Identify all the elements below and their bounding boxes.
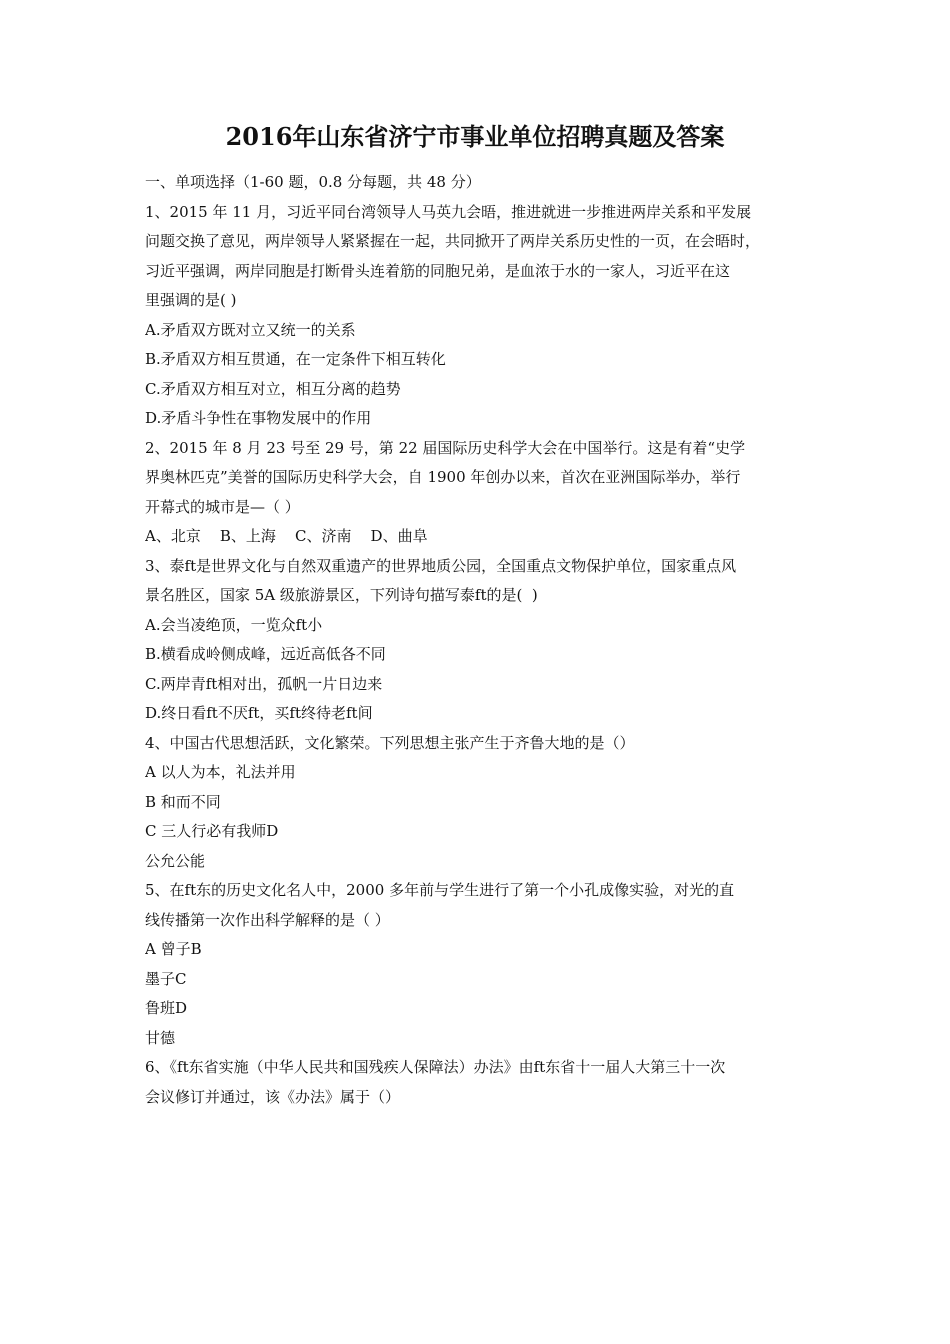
question-1-option-b: B.矛盾双方相互贯通，在一定条件下相互转化	[145, 350, 446, 368]
question-1-text: 问题交换了意见，两岸领导人紧紧握在一起，共同掀开了两岸关系历史性的一页，在会晤时，	[145, 232, 761, 250]
question-5-option-b: 墨子C	[145, 969, 187, 988]
question-1-option-a: A.矛盾双方既对立又统一的关系	[145, 320, 356, 339]
question-3-text: 景名胜区，国家 5A 级旅游景区，下列诗句描写泰ft的是( )	[145, 586, 538, 604]
question-4-text: 4、中国古代思想活跃，文化繁荣。下列思想主张产生于齐鲁大地的是（）	[145, 733, 635, 752]
question-5-option-d: 甘德	[145, 1028, 176, 1047]
document-body	[145, 168, 815, 1112]
question-3-option-d: D.终日看ft不厌ft，买ft终待老ft间	[145, 704, 373, 722]
question-4-option-d: 公允公能	[145, 851, 206, 870]
question-1-text: 1、2015 年 11 月，习近平同台湾领导人马英九会晤，推进就进一步推进两岸关系和平发展	[145, 202, 752, 221]
question-3-text: 3、泰ft是世界文化与自然双重遗产的世界地质公园，全国重点文物保护单位，国家重点风	[145, 556, 737, 575]
question-3-option-a: A.会当凌绝顶，一览众ft小	[145, 615, 323, 634]
question-3-option-b: B.横看成岭侧成峰，远近高低各不同	[145, 645, 386, 663]
question-5-text: 5、在ft东的历史文化名人中，2000 多年前与学生进行了第一个小孔成像实验，对光的直	[145, 881, 735, 899]
question-6-text: 会议修订并通过，该《办法》属于（）	[145, 1087, 401, 1106]
question-5-option-a: A 曾子B	[145, 940, 202, 958]
question-4-option-a: A 以人为本，礼法并用	[145, 763, 296, 781]
question-2-text: 界奥林匹克”美誉的国际历史科学大会，自 1900 年创办以来，首次在亚洲国际举办，举行	[145, 468, 741, 486]
question-1-text: 里强调的是( )	[145, 291, 237, 309]
page-title: 2016年山东省济宁市事业单位招聘真题及答案	[225, 122, 725, 151]
question-5-text: 线传播第一次作出科学解释的是（ ）	[145, 910, 390, 929]
question-1-option-d: D.矛盾斗争性在事物发展中的作用	[145, 409, 372, 427]
question-3-option-c: C.两岸青ft相对出，孤帆一片日边来	[145, 674, 383, 693]
question-4-option-b: B 和而不同	[145, 792, 221, 811]
question-6-text: 6、《ft东省实施（中华人民共和国残疾人保障法）办法》由ft东省十一届人大第三十一次	[145, 1058, 726, 1076]
question-4-option-c: C 三人行必有我师D	[145, 822, 279, 840]
question-5-option-c: 鲁班D	[145, 999, 188, 1017]
question-1-option-c: C.矛盾双方相互对立，相互分离的趋势	[145, 379, 401, 398]
question-2-text: 开幕式的城市是—（ ）	[145, 497, 300, 516]
question-1-text: 习近平强调，两岸同胞是打断骨头连着筋的同胞兄弟，是血浓于水的一家人，习近平在这	[145, 261, 731, 280]
question-2-text: 2、2015 年 8 月 23 号至 29 号，第 22 届国际历史科学大会在中国举行。这是有着“史学	[145, 438, 746, 457]
question-2-options: A、北京 B、上海 C、济南 D、曲阜	[145, 527, 428, 545]
section-heading: 一、单项选择（1-60 题，0.8 分每题，共 48 分）	[145, 173, 481, 191]
